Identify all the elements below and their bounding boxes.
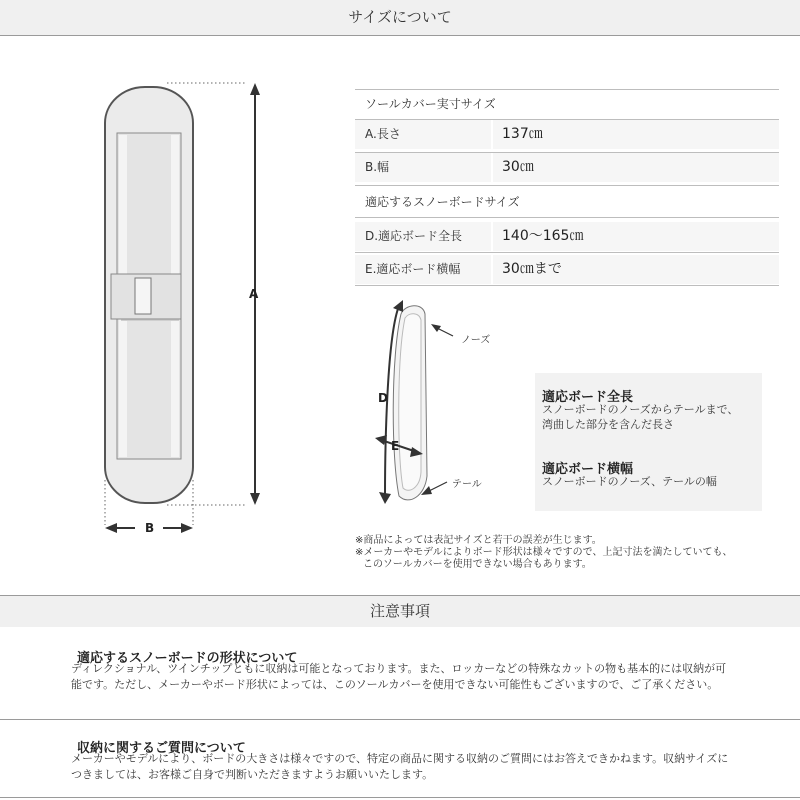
d-arrow-head-bottom <box>379 492 391 504</box>
spec-value: 140〜165㎝ <box>502 228 584 244</box>
spec-group-board-size <box>355 188 779 217</box>
spec-row-width <box>355 153 779 182</box>
label-b: B <box>145 521 155 535</box>
tail-caption: テール <box>452 479 482 490</box>
spec-group-actual-size <box>355 90 779 119</box>
label-e: E <box>391 439 400 453</box>
size-header-underline <box>0 35 800 36</box>
spec-row-board-width <box>355 255 779 284</box>
nose-caption: ノーズ <box>461 335 491 346</box>
spec-label: B.幅 <box>365 160 390 174</box>
sole-cover-shape <box>105 87 193 503</box>
caution-separator <box>0 719 800 720</box>
spec-divider <box>491 222 493 251</box>
spec-divider <box>491 153 493 182</box>
info-title-board-length: 適応ボード全長 <box>542 390 634 405</box>
caution-section-title: 注意事項 <box>369 602 430 620</box>
note-line-1: ※商品によっては表記サイズと若干の誤差が生じます。 <box>355 535 602 546</box>
snowboard-shape <box>393 306 427 500</box>
spec-row-length <box>355 120 779 149</box>
info-text-board-width: スノーボードのノーズ、テールの幅 <box>542 475 717 488</box>
page-bottom-line <box>0 797 800 798</box>
spec-divider <box>491 255 493 284</box>
info-title-board-width: 適応ボード横幅 <box>542 462 634 477</box>
spec-label: E.適応ボード横幅 <box>365 262 461 276</box>
spec-row-board-length <box>355 222 779 251</box>
nose-pointer <box>431 324 453 336</box>
note-line-2: ※メーカーやモデルによりボード形状は様々ですので、上記寸法を満たしていても、 <box>355 547 733 558</box>
spec-divider <box>491 120 493 149</box>
table-bottom-line <box>355 285 779 286</box>
spec-value: 137㎝ <box>502 126 543 142</box>
table-line <box>355 185 779 186</box>
note-line-3: このソールカバーを使用できない場合もあります。 <box>363 559 592 570</box>
caution-item-title: 収納に関するご質問について <box>77 741 246 756</box>
size-section-header <box>0 0 800 35</box>
caution-item-text: メーカーやモデルにより、ボードの大きさは様々ですので、特定の商品に関する収納のご質問にはお答えできかねます。収納サイズにつきましては、お客様ご自身で判断いただきますようお願いいたします。 <box>71 752 729 781</box>
spec-group-title: 適応するスノーボードサイズ <box>365 195 520 209</box>
spec-label: D.適応ボード全長 <box>365 229 463 243</box>
spec-value: 30㎝まで <box>502 261 562 277</box>
caution-item-title: 適応するスノーボードの形状について <box>77 651 298 666</box>
caution-section-header <box>0 596 800 627</box>
info-text-board-length-2: 湾曲した部分を含んだ長さ <box>542 418 674 431</box>
info-text-board-length: スノーボードのノーズからテールまで、 <box>542 403 739 416</box>
sole-cover-diagram <box>95 75 275 545</box>
spec-value: 30㎝ <box>502 159 534 175</box>
table-line <box>355 252 779 253</box>
label-a: A <box>249 287 259 301</box>
board-size-info-box <box>535 373 762 511</box>
label-d: D <box>378 391 388 405</box>
size-section-title: サイズについて <box>348 8 452 26</box>
caution-item-text: ディレクショナル、ツインチップともに収納は可能となっております。また、ロッカーなどの特殊なカットの物も基本的には収納が可能です。ただし、メーカーやボード形状によっては、このソールカバーを使用できない可能性もございますので、ご了承ください。 <box>71 662 727 691</box>
spec-label: A.長さ <box>365 127 401 141</box>
table-line <box>355 217 779 218</box>
spec-group-title: ソールカバー実寸サイズ <box>365 97 496 111</box>
